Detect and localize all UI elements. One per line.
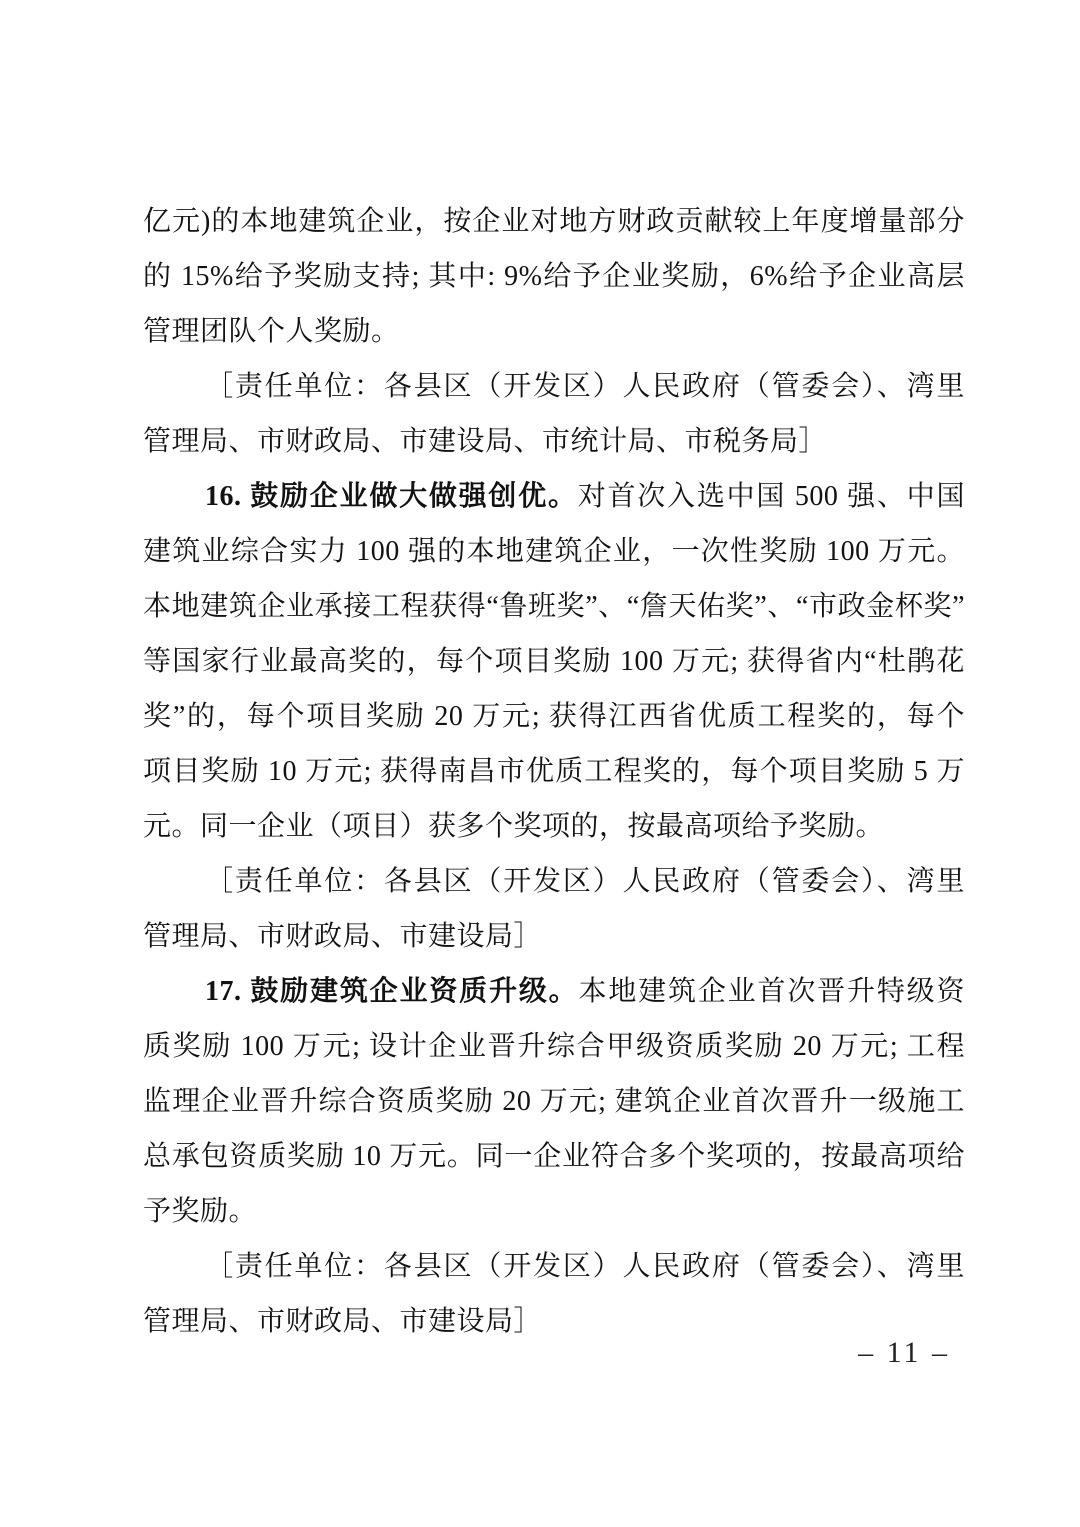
responsible-unit-line: ［责任单位：各县区（开发区）人民政府（管委会）、湾里 — [205, 866, 965, 897]
text-line — [143, 469, 965, 524]
responsible-unit-line: ［责任单位：各县区（开发区）人民政府（管委会）、湾里 — [205, 1251, 965, 1282]
responsible-unit-line: 管理局、市财政局、市建设局］ — [143, 921, 543, 952]
text-line: 等国家行业最高奖的，每个项目奖励 100 万元; 获得省内“杜鹃花 — [143, 646, 965, 677]
text-line: 项目奖励 10 万元; 获得南昌市优质工程奖的，每个项目奖励 5 万 — [143, 756, 965, 787]
text-line: 的 15%给予奖励支持; 其中: 9%给予企业奖励，6%给予企业高层 — [143, 261, 965, 292]
page-number: – 11 – — [858, 1336, 950, 1369]
text-line: 亿元)的本地建筑企业，按企业对地方财政贡献较上年度增量部分 — [143, 206, 965, 237]
text-line: 建筑业综合实力 100 强的本地建筑企业，一次性奖励 100 万元。 — [143, 536, 965, 567]
text-line: 予奖励。 — [143, 1196, 258, 1227]
text-line: 奖”的，每个项目奖励 20 万元; 获得江西省优质工程奖的，每个 — [143, 701, 965, 732]
text-line: 质奖励 100 万元; 设计企业晋升综合甲级资质奖励 20 万元; 工程 — [143, 1031, 965, 1062]
text-line-rest: 本地建筑企业首次晋升特级资 — [578, 976, 965, 1007]
text-line: 本地建筑企业承接工程获得“鲁班奖”、“詹天佑奖”、“市政金杯奖” — [143, 591, 965, 622]
document-text-block — [143, 194, 965, 1349]
responsible-unit-line: 管理局、市财政局、市建设局、市统计局、市税务局］ — [143, 426, 828, 457]
responsible-unit-line: 管理局、市财政局、市建设局］ — [143, 1306, 543, 1337]
text-line: 总承包资质奖励 10 万元。同一企业符合多个奖项的，按最高项给 — [143, 1141, 965, 1172]
section-16-heading: 16. 鼓励企业做大做强创优。 — [205, 481, 578, 512]
text-line: 管理团队个人奖励。 — [143, 316, 400, 347]
text-line — [143, 964, 965, 1019]
section-17-heading: 17. 鼓励建筑企业资质升级。 — [205, 976, 579, 1007]
text-line-rest: 对首次入选中国 500 强、中国 — [577, 481, 965, 512]
text-line: 监理企业晋升综合资质奖励 20 万元; 建筑企业首次晋升一级施工 — [143, 1086, 965, 1117]
text-line: 元。同一企业（项目）获多个奖项的，按最高项给予奖励。 — [143, 811, 885, 842]
responsible-unit-line: ［责任单位：各县区（开发区）人民政府（管委会）、湾里 — [205, 371, 965, 402]
